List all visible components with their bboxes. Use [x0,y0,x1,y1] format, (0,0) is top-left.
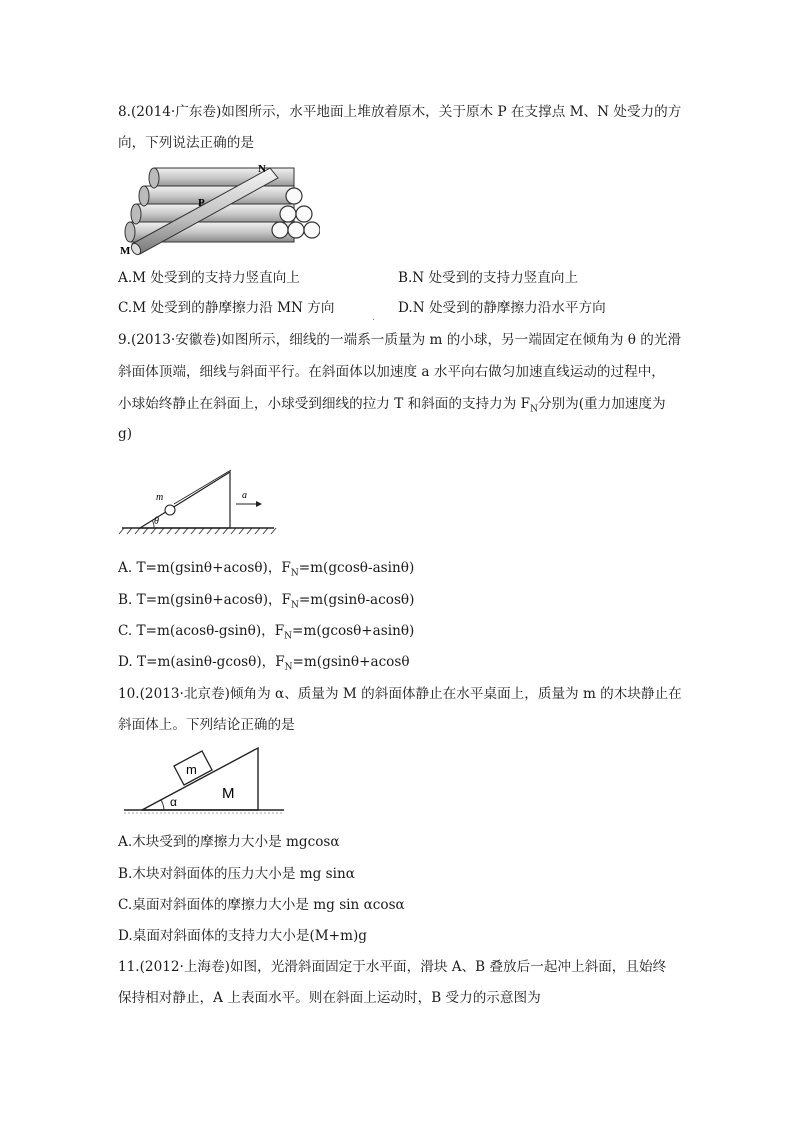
label-theta: θ [154,516,159,527]
q8-option-a: A.M 处受到的支持力竖直向上 [118,270,300,286]
q9-stem-line-4: g) [118,426,133,442]
q9-stem-line-1: 9.(2013·安徽卷)如图所示，细线的一端系一质量为 m 的小球，另一端固定在倾角为 θ 的光滑 [118,332,682,348]
q10-option-c: C.桌面对斜面体的摩擦力大小是 mg sin αcosα [118,897,405,913]
q9-option-d: D. T=m(asinθ-gcosθ)，$F_N=m(gsin\theta+acos\theta$ [118,654,410,673]
label-m: m [156,492,164,503]
q10-option-b: B.木块对斜面体的压力大小是 mg sinα [118,866,355,882]
q10-option-d: D.桌面对斜面体的支持力大小是(M+m)g [118,928,367,944]
q9-stem-line-3: 小球始终静止在斜面上，小球受到细线的拉力 T 和斜面的支持力为 $F_N$分别为(重力加速度为 [118,396,666,415]
label-small-m: m [186,762,197,777]
label-m: M [120,245,131,256]
q9-stem-line-2: 斜面体顶端，细线与斜面平行。在斜面体以加速度 a 水平向右做匀加速直线运动的过程中， [118,364,665,380]
label-a: a [242,490,247,501]
q8-option-b: B.N 处受到的支持力竖直向上 [398,270,579,286]
q9-option-b: B. T=m(gsinθ+acosθ)，$F_N=m(gsin\theta-acos\theta)$ [118,592,415,611]
q8-stem-line-2: 向，下列说法正确的是 [118,135,254,151]
label-big-m: M [222,785,235,802]
q8-stem-line-1: 8.(2014·广东卷)如图所示，水平地面上堆放着原木，关于原木 P 在支撑点 M、N 处受力的方 [118,104,682,120]
label-alpha: α [170,795,177,809]
q11-stem-line-2: 保持相对静止，A 上表面水平。则在斜面上运动时，B 受力的示意图为 [118,990,541,1006]
q8-option-c: C.M 处受到的静摩擦力沿 MN 方向 [118,300,335,316]
q10-incline-figure [118,742,290,818]
label-p: P [198,197,205,209]
label-n: N [258,163,266,175]
ground-hatching [119,528,276,534]
q9-incline-figure [118,460,278,540]
q10-option-a: A.木块受到的摩擦力大小是 mgcosα [118,834,340,850]
q10-stem-line-1: 10.(2013·北京卷)倾角为 α、质量为 M 的斜面体静止在水平桌面上，质量为 m 的木块静止在 [118,686,682,702]
thread [174,470,231,504]
q9-option-a: A. T=m(gsinθ+acosθ)，$F_N=m(gcos\theta-asin\theta)$ [118,560,415,579]
stray-mark: . [372,313,375,323]
q9-option-c: C. T=m(acosθ-gsinθ)，$F_N=m(gcos\theta+asin\theta)$ [118,623,415,642]
q8-logs-figure [118,160,320,256]
ball [165,505,175,515]
q8-option-d: D.N 处受到的静摩擦力沿水平方向 [398,300,606,316]
q10-stem-line-2: 斜面体上。下列结论正确的是 [118,717,295,733]
q11-stem-line-1: 11.(2012·上海卷)如图，光滑斜面固定于水平面，滑块 A、B 叠放后一起冲上斜面，且始终 [118,959,667,975]
